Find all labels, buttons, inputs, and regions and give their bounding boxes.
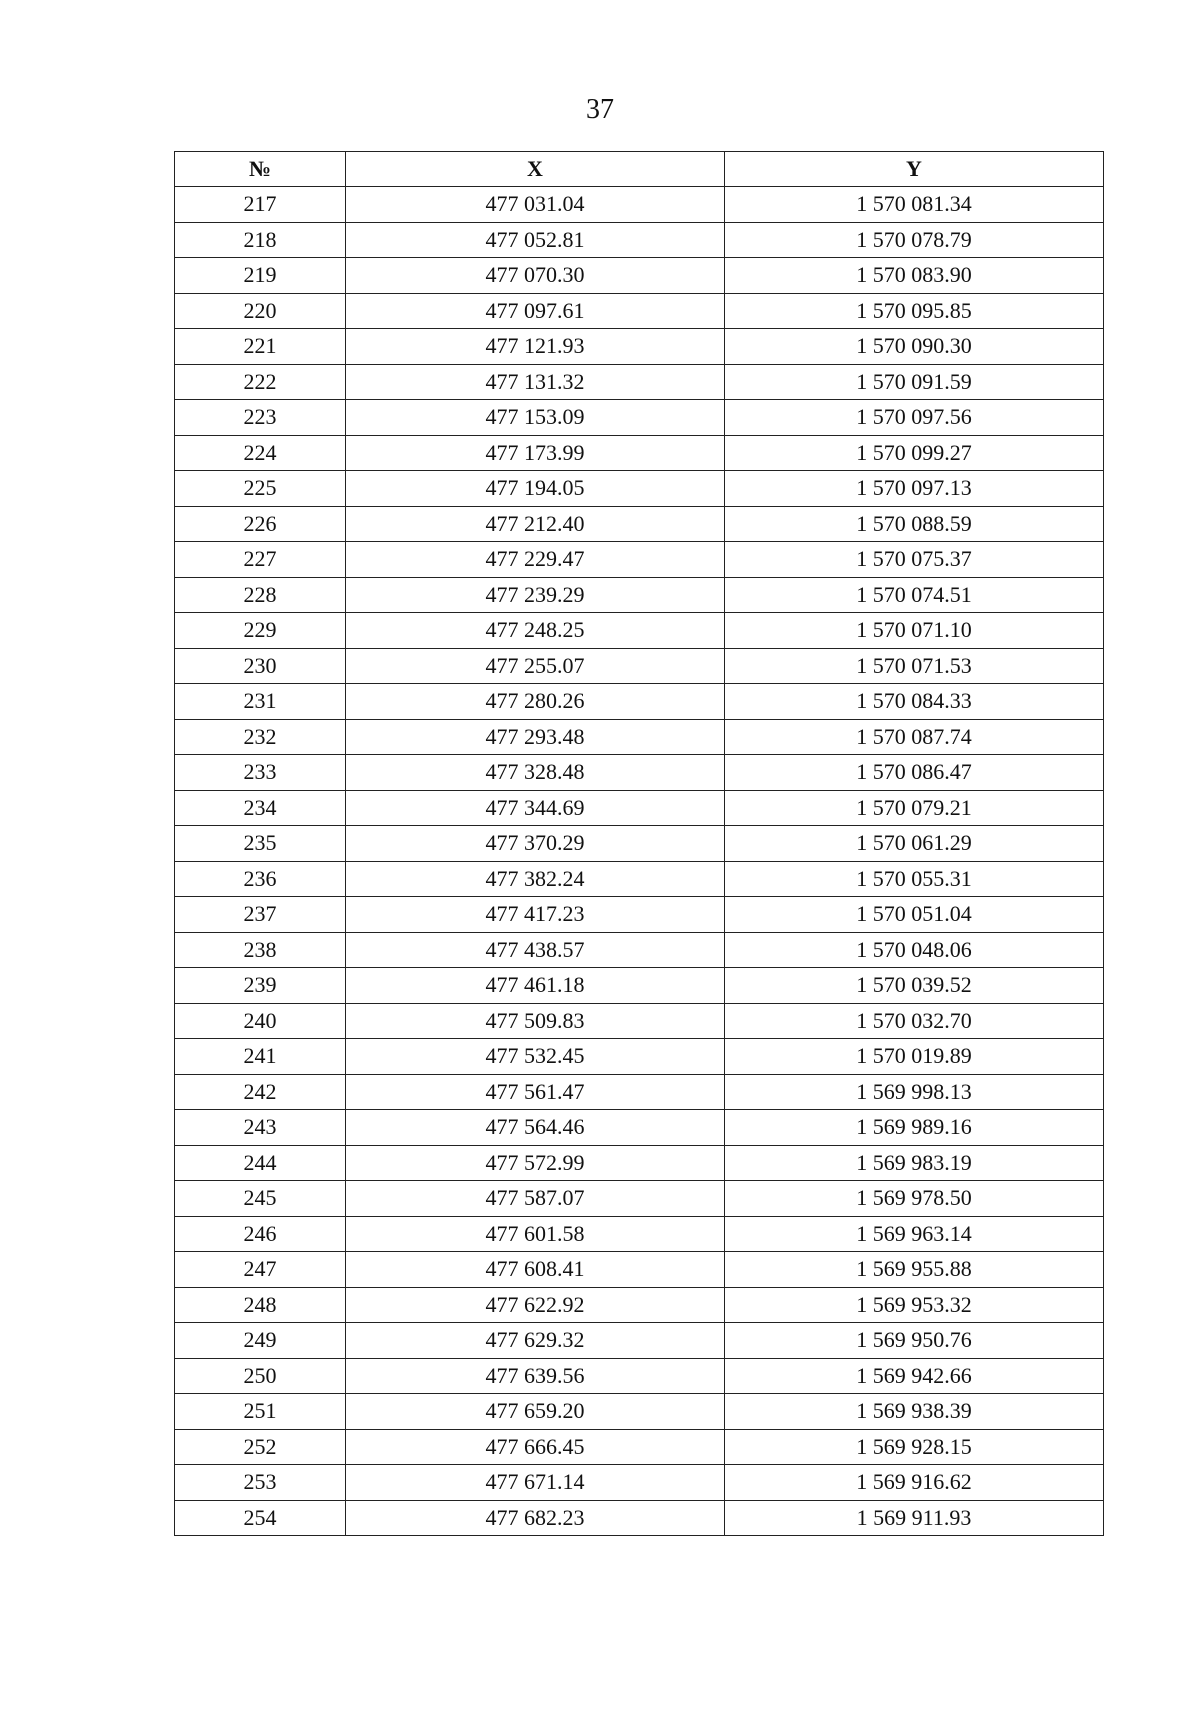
cell-x: 477 509.83: [346, 1003, 725, 1039]
table-row: [175, 826, 1104, 862]
cell-y: 1 570 032.70: [725, 1003, 1104, 1039]
table-row: [175, 222, 1104, 258]
cell-number: 235: [175, 826, 346, 862]
table-row: [175, 329, 1104, 365]
table-header: [175, 152, 1104, 187]
cell-y: 1 570 074.51: [725, 577, 1104, 613]
cell-y: 1 570 081.34: [725, 187, 1104, 223]
cell-x: 477 031.04: [346, 187, 725, 223]
cell-x: 477 248.25: [346, 613, 725, 649]
cell-number: 246: [175, 1216, 346, 1252]
cell-number: 225: [175, 471, 346, 507]
cell-y: 1 570 071.53: [725, 648, 1104, 684]
cell-y: 1 569 928.15: [725, 1429, 1104, 1465]
cell-number: 237: [175, 897, 346, 933]
cell-number: 222: [175, 364, 346, 400]
table-row: [175, 1003, 1104, 1039]
table-row: [175, 1500, 1104, 1536]
cell-y: 1 570 087.74: [725, 719, 1104, 755]
cell-number: 217: [175, 187, 346, 223]
cell-number: 227: [175, 542, 346, 578]
cell-number: 226: [175, 506, 346, 542]
cell-x: 477 173.99: [346, 435, 725, 471]
cell-x: 477 229.47: [346, 542, 725, 578]
table-row: [175, 1039, 1104, 1075]
header-y: Y: [725, 152, 1104, 187]
cell-x: 477 097.61: [346, 293, 725, 329]
cell-y: 1 570 083.90: [725, 258, 1104, 294]
cell-y: 1 570 086.47: [725, 755, 1104, 791]
cell-number: 221: [175, 329, 346, 365]
table-row: [175, 1287, 1104, 1323]
cell-x: 477 052.81: [346, 222, 725, 258]
cell-y: 1 569 916.62: [725, 1465, 1104, 1501]
cell-number: 242: [175, 1074, 346, 1110]
table-row: [175, 1074, 1104, 1110]
table-row: [175, 187, 1104, 223]
cell-x: 477 417.23: [346, 897, 725, 933]
cell-x: 477 561.47: [346, 1074, 725, 1110]
cell-y: 1 569 989.16: [725, 1110, 1104, 1146]
cell-x: 477 438.57: [346, 932, 725, 968]
table-row: [175, 790, 1104, 826]
cell-x: 477 608.41: [346, 1252, 725, 1288]
cell-x: 477 532.45: [346, 1039, 725, 1075]
cell-number: 252: [175, 1429, 346, 1465]
cell-number: 239: [175, 968, 346, 1004]
cell-number: 243: [175, 1110, 346, 1146]
table-row: [175, 471, 1104, 507]
table-row: [175, 1145, 1104, 1181]
cell-number: 238: [175, 932, 346, 968]
cell-number: 229: [175, 613, 346, 649]
cell-number: 251: [175, 1394, 346, 1430]
cell-x: 477 280.26: [346, 684, 725, 720]
cell-number: 224: [175, 435, 346, 471]
cell-number: 236: [175, 861, 346, 897]
cell-x: 477 212.40: [346, 506, 725, 542]
cell-x: 477 564.46: [346, 1110, 725, 1146]
cell-x: 477 666.45: [346, 1429, 725, 1465]
cell-x: 477 682.23: [346, 1500, 725, 1536]
cell-x: 477 131.32: [346, 364, 725, 400]
table-row: [175, 1252, 1104, 1288]
cell-y: 1 570 048.06: [725, 932, 1104, 968]
cell-number: 220: [175, 293, 346, 329]
coordinates-table: [174, 151, 1104, 1536]
cell-y: 1 569 911.93: [725, 1500, 1104, 1536]
table-row: [175, 755, 1104, 791]
cell-x: 477 194.05: [346, 471, 725, 507]
cell-y: 1 570 019.89: [725, 1039, 1104, 1075]
cell-y: 1 570 061.29: [725, 826, 1104, 862]
cell-y: 1 570 088.59: [725, 506, 1104, 542]
table-row: [175, 542, 1104, 578]
header-number: №: [175, 152, 346, 187]
cell-number: 244: [175, 1145, 346, 1181]
cell-number: 250: [175, 1358, 346, 1394]
cell-x: 477 671.14: [346, 1465, 725, 1501]
cell-y: 1 569 963.14: [725, 1216, 1104, 1252]
cell-x: 477 572.99: [346, 1145, 725, 1181]
cell-number: 228: [175, 577, 346, 613]
cell-y: 1 569 950.76: [725, 1323, 1104, 1359]
cell-number: 248: [175, 1287, 346, 1323]
cell-y: 1 569 978.50: [725, 1181, 1104, 1217]
cell-number: 231: [175, 684, 346, 720]
cell-x: 477 382.24: [346, 861, 725, 897]
cell-x: 477 370.29: [346, 826, 725, 862]
cell-number: 219: [175, 258, 346, 294]
page-number: 37: [586, 94, 614, 125]
table-row: [175, 364, 1104, 400]
cell-x: 477 629.32: [346, 1323, 725, 1359]
cell-x: 477 344.69: [346, 790, 725, 826]
cell-y: 1 569 938.39: [725, 1394, 1104, 1430]
cell-y: 1 569 953.32: [725, 1287, 1104, 1323]
cell-y: 1 570 051.04: [725, 897, 1104, 933]
cell-y: 1 570 078.79: [725, 222, 1104, 258]
cell-x: 477 601.58: [346, 1216, 725, 1252]
table-row: [175, 1110, 1104, 1146]
cell-y: 1 570 095.85: [725, 293, 1104, 329]
table-row: [175, 400, 1104, 436]
cell-y: 1 569 955.88: [725, 1252, 1104, 1288]
table-row: [175, 293, 1104, 329]
header-row: [175, 152, 1104, 187]
cell-x: 477 070.30: [346, 258, 725, 294]
cell-number: 223: [175, 400, 346, 436]
cell-number: 232: [175, 719, 346, 755]
cell-number: 241: [175, 1039, 346, 1075]
table-row: [175, 435, 1104, 471]
cell-y: 1 569 942.66: [725, 1358, 1104, 1394]
cell-number: 253: [175, 1465, 346, 1501]
cell-y: 1 570 099.27: [725, 435, 1104, 471]
cell-y: 1 570 071.10: [725, 613, 1104, 649]
cell-y: 1 570 091.59: [725, 364, 1104, 400]
cell-y: 1 570 097.56: [725, 400, 1104, 436]
cell-number: 233: [175, 755, 346, 791]
header-x: X: [346, 152, 725, 187]
cell-x: 477 239.29: [346, 577, 725, 613]
table-row: [175, 932, 1104, 968]
cell-x: 477 461.18: [346, 968, 725, 1004]
cell-y: 1 570 084.33: [725, 684, 1104, 720]
table-row: [175, 861, 1104, 897]
cell-number: 254: [175, 1500, 346, 1536]
table-row: [175, 1465, 1104, 1501]
table-row: [175, 1394, 1104, 1430]
cell-x: 477 587.07: [346, 1181, 725, 1217]
table-row: [175, 1323, 1104, 1359]
cell-y: 1 570 079.21: [725, 790, 1104, 826]
cell-number: 249: [175, 1323, 346, 1359]
cell-x: 477 622.92: [346, 1287, 725, 1323]
table-body: [175, 187, 1104, 1536]
cell-y: 1 569 998.13: [725, 1074, 1104, 1110]
cell-number: 245: [175, 1181, 346, 1217]
table-row: [175, 648, 1104, 684]
cell-y: 1 570 039.52: [725, 968, 1104, 1004]
cell-number: 240: [175, 1003, 346, 1039]
cell-x: 477 639.56: [346, 1358, 725, 1394]
cell-number: 247: [175, 1252, 346, 1288]
cell-number: 230: [175, 648, 346, 684]
table-row: [175, 1216, 1104, 1252]
table-row: [175, 1181, 1104, 1217]
table-row: [175, 1429, 1104, 1465]
table-row: [175, 258, 1104, 294]
cell-y: 1 570 075.37: [725, 542, 1104, 578]
cell-x: 477 153.09: [346, 400, 725, 436]
cell-x: 477 328.48: [346, 755, 725, 791]
table-row: [175, 613, 1104, 649]
cell-x: 477 293.48: [346, 719, 725, 755]
cell-y: 1 570 055.31: [725, 861, 1104, 897]
cell-number: 218: [175, 222, 346, 258]
cell-x: 477 255.07: [346, 648, 725, 684]
table-row: [175, 506, 1104, 542]
table-row: [175, 1358, 1104, 1394]
cell-number: 234: [175, 790, 346, 826]
table-row: [175, 719, 1104, 755]
cell-y: 1 570 097.13: [725, 471, 1104, 507]
cell-y: 1 569 983.19: [725, 1145, 1104, 1181]
cell-x: 477 659.20: [346, 1394, 725, 1430]
table-row: [175, 577, 1104, 613]
cell-y: 1 570 090.30: [725, 329, 1104, 365]
table-row: [175, 897, 1104, 933]
cell-x: 477 121.93: [346, 329, 725, 365]
table-row: [175, 684, 1104, 720]
table-row: [175, 968, 1104, 1004]
